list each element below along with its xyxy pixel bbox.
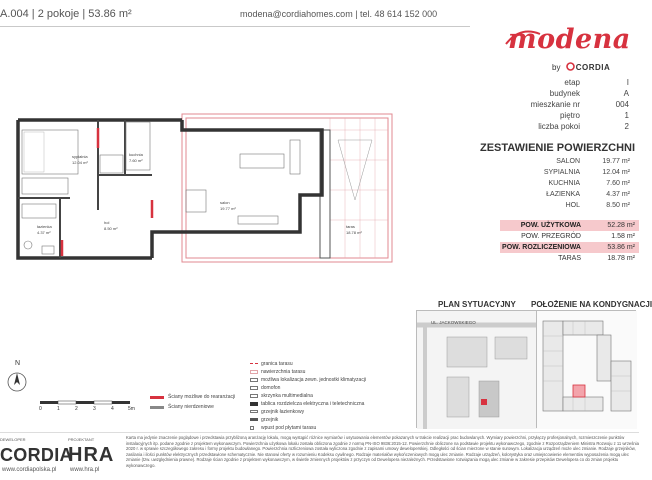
scale-label: 2 [75, 406, 78, 412]
media-box-icon [250, 394, 258, 398]
site-plan-map [416, 310, 536, 428]
spec-value: A [623, 89, 629, 98]
room-area: 19.77 m² [220, 206, 236, 211]
intercom-icon [250, 386, 258, 390]
radiator-icon [250, 418, 258, 421]
scale-label: 4 [111, 406, 114, 412]
legend-label: Ściany nierdzeniowe [168, 404, 214, 410]
developer-role: DEWELOPER [0, 437, 26, 442]
spec-label: piętro [559, 111, 580, 120]
legend-label: skrzynka multimedialna [261, 393, 313, 399]
area-label: SALON [556, 158, 580, 165]
area-value: 4.37 m² [606, 191, 630, 198]
developer-url[interactable]: www.cordiapolska.pl [2, 467, 57, 473]
area-row [470, 156, 634, 167]
total-value: 1.58 m² [611, 233, 635, 240]
grey-wall-swatch-icon [150, 406, 164, 409]
spec-row [470, 110, 632, 121]
floor-plan [0, 100, 440, 300]
legend-label: domofon [261, 385, 281, 391]
area-value: 8.50 m² [606, 202, 630, 209]
area-value: 7.60 m² [606, 180, 630, 187]
compass-icon [5, 370, 35, 400]
logo-byline [552, 62, 610, 72]
designer-role: PROJEKTANT [68, 437, 95, 442]
total-label: POW. ROZLICZENIOWA [502, 244, 581, 251]
legend-label: możliwa lokalizacja zewn. jednostki klimatyzacji [261, 377, 367, 383]
area-row [470, 189, 634, 200]
scale-label: 3 [93, 406, 96, 412]
logo-by: by [552, 63, 561, 72]
area-label: SYPIALNIA [543, 169, 580, 176]
scale-bar [40, 400, 140, 415]
bathroom-radiator-icon [250, 410, 258, 413]
armchair [290, 140, 300, 174]
spec-row [470, 88, 632, 99]
spec-value: I [626, 78, 629, 87]
totals-table [500, 220, 639, 264]
legend-label: wpust pod płytami tarasu [261, 425, 317, 431]
ac-unit-icon [250, 378, 258, 382]
legend-item [250, 384, 366, 392]
red-wall-swatch-icon [150, 396, 164, 399]
legend-label: Ściany możliwe do rearanżacji [168, 394, 236, 400]
site-plan-drawing [417, 311, 537, 429]
cordia-mark-icon [566, 62, 575, 71]
designer-brand: HRA [68, 444, 115, 466]
room-name: hol [104, 220, 110, 225]
area-label: HOL [565, 202, 580, 209]
room-name: kuchnia [129, 152, 143, 157]
legend-item [150, 402, 235, 412]
room-name: taras [346, 224, 355, 229]
area-label: ŁAZIENKA [546, 191, 580, 198]
rearrangeable-walls [62, 128, 152, 256]
tv-unit [238, 216, 278, 224]
floor-position-map [536, 310, 636, 428]
legend-label: granica tarasu [261, 361, 293, 367]
spec-label: mieszkanie nr [530, 100, 580, 109]
room-name: sypialnia [72, 154, 88, 159]
total-label: TARAS [558, 255, 581, 262]
legend-item [250, 376, 366, 384]
room-area: 12.04 m² [72, 160, 88, 165]
room-area: 8.50 m² [104, 226, 118, 231]
legend-label: nawierzchnia tarasu [261, 369, 306, 375]
area-row [470, 178, 634, 189]
logo-swoosh-icon [500, 20, 639, 60]
room-area: 18.78 m² [346, 230, 362, 235]
floor-position-label: POŁOŻENIE NA KONDYGNACJI [531, 300, 652, 309]
legend-label: tablica rozdzielcza elektryczna i teletechniczna [261, 401, 365, 407]
legend-item [250, 416, 366, 424]
dining-table [186, 190, 206, 212]
scale-label: 1 [57, 406, 60, 412]
areas-heading: ZESTAWIENIE POWIERZCHNI [480, 142, 636, 154]
street-label: UL. JACKOWSKIEGO [431, 320, 476, 325]
legend-item [150, 392, 235, 402]
paving-swatch-icon [250, 370, 258, 374]
legend-label: grzejnik [261, 417, 279, 423]
areas-table [470, 156, 634, 211]
sofa [240, 154, 284, 168]
total-row [500, 231, 639, 242]
total-value: 53.86 m² [607, 244, 635, 251]
drain-icon [250, 426, 254, 430]
area-row [470, 167, 634, 178]
bathtub [22, 204, 56, 218]
wardrobe [22, 178, 68, 194]
pillow [24, 132, 44, 172]
room-name: salon [220, 200, 230, 205]
total-label: POW. UŻYTKOWA [520, 222, 581, 229]
scale-bar-graphic [40, 400, 140, 406]
sink [42, 246, 54, 254]
legend-item [250, 360, 366, 368]
apartment-location-marker [573, 385, 585, 397]
compass [5, 360, 35, 400]
room-area: 4.37 m² [37, 230, 51, 235]
spec-label: liczba pokoi [538, 122, 580, 131]
spec-row [470, 99, 632, 110]
total-row [500, 220, 639, 231]
header-divider [0, 26, 470, 27]
room-name: łazienka [37, 224, 52, 229]
logo-company: CORDIA [575, 63, 611, 72]
apartment-title: A.004 | 2 pokoje | 53.86 m² [0, 8, 132, 20]
scale-label: 5m [128, 406, 135, 412]
logo-wordmark: modena [508, 24, 631, 55]
total-value: 52.28 m² [607, 222, 635, 229]
developer-brand: CORDIA [0, 445, 73, 465]
toilet [24, 241, 32, 249]
scale-label: 0 [39, 406, 42, 412]
terrace-stair [338, 140, 372, 200]
terrace-boundary-swatch-icon [250, 363, 258, 364]
spec-value: 2 [624, 122, 629, 131]
legend-item [250, 424, 366, 432]
floor-position-drawing [537, 311, 637, 429]
compass-north-label: N [15, 360, 21, 367]
total-row [500, 242, 639, 253]
spec-row [470, 77, 632, 88]
legend-item [250, 400, 366, 408]
site-plan-label: PLAN SYTUACYJNY [438, 300, 516, 309]
contact-info: modena@cordiahomes.com | tel. 48 614 152 000 [240, 9, 438, 19]
spec-value: 1 [624, 111, 629, 120]
bed [22, 130, 78, 174]
legend-item [250, 368, 366, 376]
spec-label: budynek [549, 89, 580, 98]
spec-row [470, 121, 632, 132]
spec-label: etap [564, 78, 580, 87]
kitchen-island [100, 155, 123, 173]
area-row [470, 200, 634, 211]
total-row [500, 253, 639, 264]
apartment-walls [18, 120, 322, 258]
area-value: 19.77 m² [602, 158, 630, 165]
area-label: KUCHNIA [548, 180, 580, 187]
legend-label: grzejnik łazienkowy [261, 409, 305, 415]
total-label: POW. PRZEGRÓD [521, 233, 581, 240]
disclaimer-text: Karta ma jedynie znaczenie poglądowe i przedstawia przybliżoną aranżację lokalu, mogą wystąpić różnice wymiarów i usytuowania elementów pokazanych w trakcie realizacji prac budowlanych. Wymiary powierzchni, przyłączy profesjonalnych, rozmieszczenie punktów instalacyjnych itp. podane zgodnie z projektem wykonawczym. Powierzchnia użytkowa lokalu została obliczona zgodnie z normą PN-ISO 9836:2015-12. Powierzchnie obliczone na podstawie projektu wykonawczego, zgodnie z Rozporządzeniem Ministra Rozwoju z 11 września 2020 r. w sprawie szczegółowego zakresu i formy projektu budowlanego. Powierzchnia rozliczeniowa została wyliczona zgodnie z zapisami umowy deweloperskiej. Odległości od ścian mierzone w stanie surowym. Lokalizacja urządzeń może ulec zmianie. Rodzaje grzejników, zasilania i ilości punktów elektrycznych przedstawione schematycznie. Nie stanowi oferty w rozumieniu Kodeksu cywilnego. Rodzaje materiałów wykończeniowych mogą ulec zmianie. Rodzaje urządzeń, kolorystyka oraz umiejscowienie elementów wyposażenia mogą ulec zmianie (tzw. uwzględnienia prawne). Rodzaje ścian zgodnie z projektem wykonawczym, w świetle zmiennych projektów z przyczyn od Dewelopera niezależnych. Przedstawione rozwiązania mogą ulec zmianie w zakresie przepisów Dewelopera co do zmian projektu wykonawczego. [126, 435, 639, 468]
terrace-boundary [182, 114, 392, 262]
spec-value: 004 [615, 100, 629, 109]
terrace-paving [186, 118, 388, 258]
total-value: 18.78 m² [607, 255, 635, 262]
designer-url[interactable]: www.hra.pl [70, 467, 100, 473]
footer [0, 432, 639, 480]
legend-item [250, 408, 366, 416]
electrical-panel-icon [250, 402, 258, 406]
symbol-legend [250, 360, 366, 432]
room-area: 7.60 m² [129, 158, 143, 163]
legend-item [250, 392, 366, 400]
wall-legend [150, 392, 235, 412]
apartment-specs [470, 77, 632, 132]
area-value: 12.04 m² [602, 169, 630, 176]
interior-walls [18, 120, 152, 258]
modena-logo [500, 20, 639, 75]
